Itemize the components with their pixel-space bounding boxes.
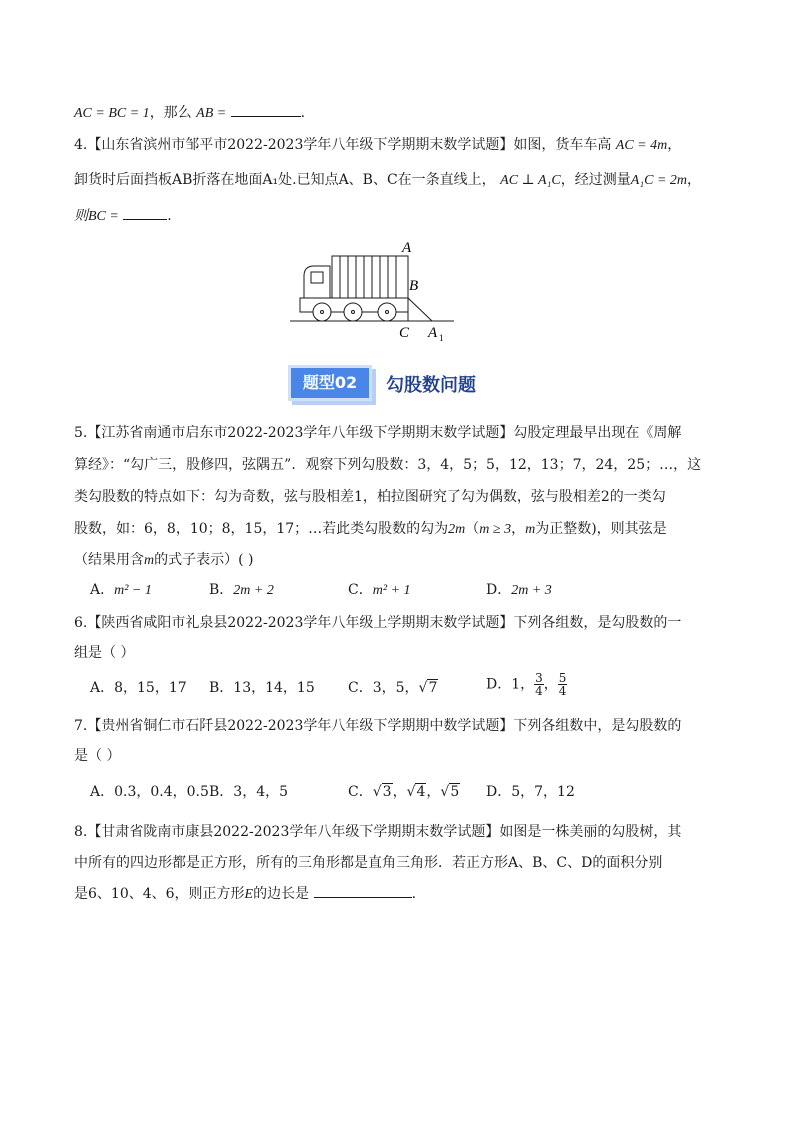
q5-text-5a: （结果用含 (74, 552, 144, 568)
q5-line-2: 算经》：“勾广三，股修四，弦隅五”．观察下列勾股数：3，4，5；5，12，13；7，24，25；…，这 (74, 457, 702, 473)
label-C: C (399, 325, 410, 341)
label-B: B (409, 278, 419, 294)
q8-line-2: 中所有的四边形都是正方形，所有的三角形都是直角三角形．若正方形A、B、C、D的面积分别 (74, 855, 663, 871)
q5-option-c-label: C． (348, 582, 373, 598)
q8-line-1: 8.【甘肃省陇南市康县2022-2023学年八年级下学期期末数学试题】如图是一株美丽的勾股树，其 (74, 824, 682, 840)
q4-end-1: ， (667, 137, 682, 153)
section-badge: 题型02 (288, 365, 372, 401)
q7-option-c-text: C． (348, 784, 373, 800)
q7-line-1: 7.【贵州省铜仁市石阡县2022-2023学年八年级下学期期中数学试题】下列各组数中，是勾股数的 (74, 718, 682, 734)
q5-math-m: m (525, 522, 536, 537)
section-header (286, 361, 486, 405)
q5-option-d[interactable] (486, 580, 552, 601)
q8-line-3 (74, 883, 416, 905)
q4-answer-blank[interactable] (123, 205, 167, 220)
q5-text-4c: ， (511, 521, 526, 537)
q7-sep-1: ， (392, 784, 407, 800)
q6-sqrt-radicand: 7 (428, 680, 438, 696)
truck-figure (286, 234, 466, 346)
label-A1: A (428, 325, 438, 341)
q7-sqrt-2-radicand: 4 (416, 784, 426, 800)
q4-text-2: 卸货时后面挡板AB折落在地面A₁处.已知点A、B、C在一条直线上， (74, 172, 496, 188)
q7-option-d[interactable]: D．5，7，12 (486, 784, 575, 800)
q6-line-1: 6.【陕西省咸阳市礼泉县2022-2023学年八年级上学期期末数学试题】下列各组数，是勾股数的一 (74, 615, 682, 631)
q5-line-5 (74, 550, 254, 571)
q6-sqrt: √7 (418, 680, 438, 696)
q3-tail-line (74, 102, 305, 124)
q5-option-b[interactable] (209, 580, 274, 601)
q8-text-3a: 是6、10、4、6，则正方形 (74, 886, 245, 902)
q5-line-1: 5.【江苏省南通市启东市2022-2023学年八年级下学期期末数学试题】勾股定理最早出现在《周解 (74, 425, 682, 441)
q5-option-a[interactable] (90, 580, 152, 601)
q4-mid-2: ，经过测量 (560, 172, 631, 188)
q6-frac-sep: ， (543, 676, 558, 693)
q3-mid: ，那么 (149, 105, 197, 121)
q6-option-b[interactable]: B．13，14，15 (209, 680, 315, 696)
q4-math-a1c: A₁C = 2m (630, 173, 688, 188)
q7-sqrt-1-radicand: 3 (382, 784, 392, 800)
q6-frac-1 (534, 672, 544, 697)
q5-text-4a: 股数，如：6，8，10；8，15，17；…若此类勾股数的勾为 (74, 521, 449, 537)
q4-end-2: ， (687, 172, 702, 188)
q4-ask: 则BC = (74, 209, 119, 224)
q6-line-2: 组是（ ） (74, 645, 135, 661)
q7-sqrt-2: √4 (406, 784, 426, 800)
q6-option-d-text: D．1， (486, 676, 535, 693)
q5-line-4 (74, 519, 667, 540)
q8-end: . (411, 886, 417, 902)
q6-frac-1-den: 4 (535, 684, 543, 698)
q5-math-mge3: m ≥ 3 (479, 522, 512, 537)
q7-sep-2: ， (426, 784, 441, 800)
q6-option-c-text: C．3，5， (348, 680, 419, 696)
q5-option-d-value: 2m + 3 (511, 583, 552, 598)
q5-option-b-label: B． (209, 582, 234, 598)
q3-expr: AC = BC = 1 (74, 106, 150, 121)
q5-option-b-value: 2m + 2 (233, 583, 274, 598)
q4-line-2 (74, 170, 701, 191)
q5-option-d-label: D． (486, 582, 512, 598)
q6-option-a[interactable]: A．8，15，17 (90, 680, 187, 696)
q6-option-c[interactable] (348, 678, 438, 698)
q7-sqrt-3: √5 (440, 784, 460, 800)
q5-option-a-label: A． (90, 582, 115, 598)
q7-option-c[interactable] (348, 782, 460, 802)
q3-answer-blank[interactable] (231, 102, 301, 117)
q5-text-4b: （ (465, 521, 480, 537)
q7-sqrt-1: √3 (372, 784, 392, 800)
q4-end-3: . (167, 208, 172, 224)
q5-math-2m: 2m (448, 522, 466, 537)
q5-option-a-value: m² − 1 (114, 583, 152, 598)
q4-text-1: 4.【山东省滨州市邹平市2022-2023学年八年级下学期期末数学试题】如图，货车车高 (74, 137, 612, 153)
label-A: A (402, 240, 412, 256)
q7-option-b[interactable]: B．3，4，5 (209, 784, 289, 800)
q7-line-2: 是（ ） (74, 748, 121, 764)
q6-frac-1-num: 3 (535, 671, 543, 685)
q8-answer-blank[interactable] (314, 883, 412, 898)
q6-frac-2 (558, 672, 568, 697)
q5-line-3: 类勾股数的特点如下：勾为奇数，弦与股相差1，柏拉图研究了勾为偶数，弦与股相差2的一类勾 (74, 489, 666, 505)
q6-frac-2-den: 4 (558, 684, 567, 698)
q5-text-4d: 为正整数)，则其弦是 (535, 521, 667, 537)
q8-math-e: E (244, 887, 254, 902)
section-title: 勾股数问题 (386, 375, 476, 396)
q4-line-1 (74, 135, 681, 156)
q5-option-c[interactable] (348, 580, 410, 601)
label-A1-sub: 1 (439, 333, 444, 343)
q5-math-m2: m (144, 553, 155, 568)
q4-line-3 (74, 205, 172, 227)
q3-end: . (300, 105, 306, 121)
q5-text-5b: 的式子表示）( ) (154, 552, 254, 568)
q6-option-d[interactable] (486, 672, 567, 697)
q5-option-c-value: m² + 1 (372, 583, 411, 598)
q3-ask: AB = (196, 106, 227, 121)
q6-frac-2-num: 5 (558, 671, 567, 685)
q7-sqrt-3-radicand: 5 (450, 784, 460, 800)
q7-option-a[interactable]: A．0.3，0.4，0.5 (90, 784, 209, 800)
q8-text-3b: 的边长是 (253, 886, 310, 902)
q4-math-perp: AC ⊥ A₁C (500, 173, 561, 188)
q4-math-ac: AC = 4m (615, 138, 668, 153)
